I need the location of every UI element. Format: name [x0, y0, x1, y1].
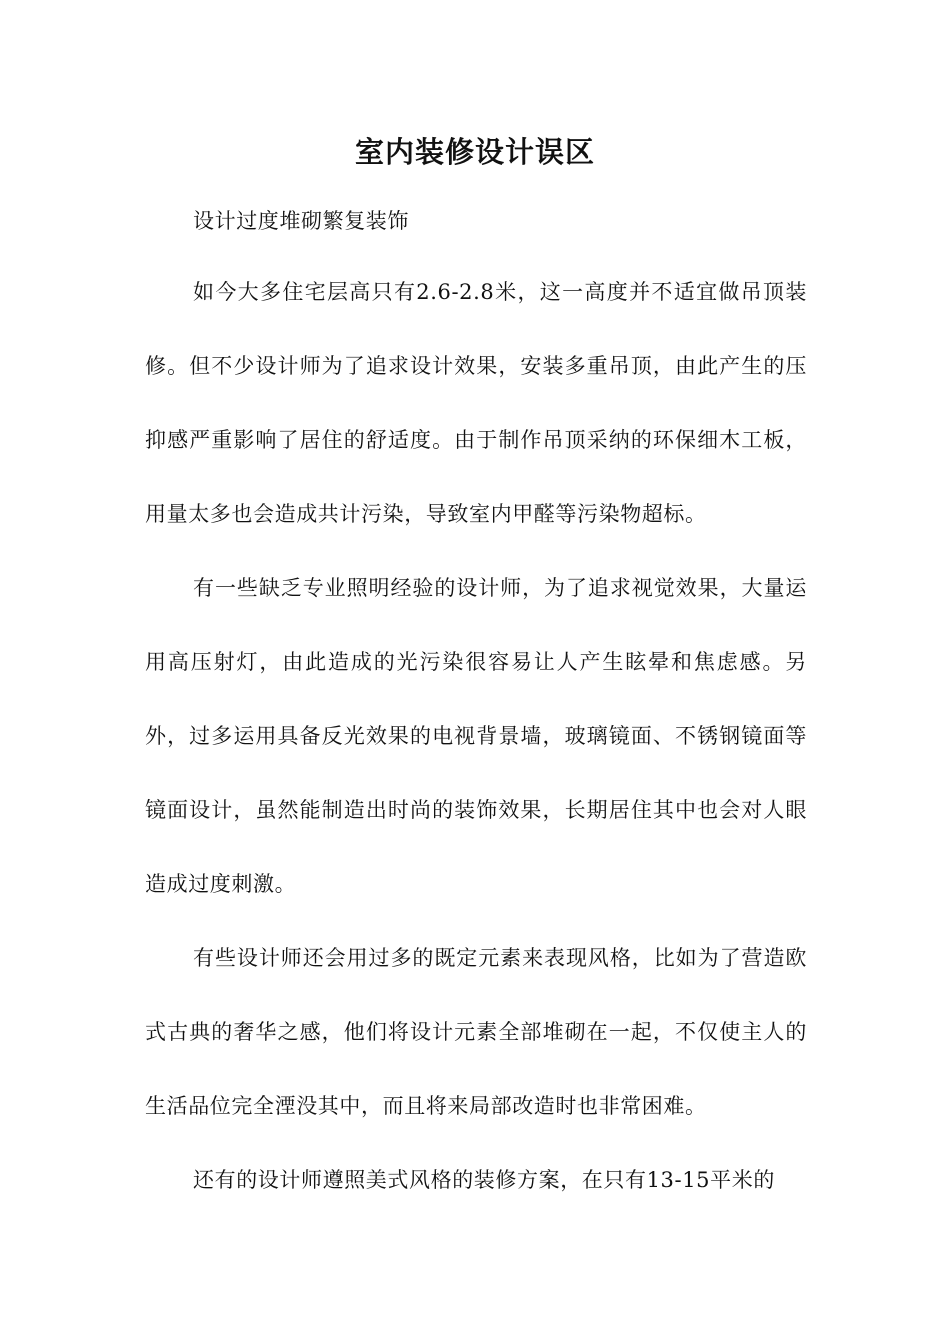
- paragraph-style-elements: 有些设计师还会用过多的既定元素来表现风格，比如为了营造欧式古典的奢华之感，他们将设计元素全部堆砌在一起，不仅使主人的生活品位完全湮没其中，而且将来局部改造时也非常困难。: [145, 946, 807, 1118]
- paragraph-lighting: 有一些缺乏专业照明经验的设计师，为了追求视觉效果，大量运用高压射灯，由此造成的光污染很容易让人产生眩晕和焦虑感。另外，过多运用具备反光效果的电视背景墙，玻璃镜面、不锈钢镜面等镜面设计，虽然能制造出时尚的装饰效果，长期居住其中也会对人眼造成过度刺激。: [145, 576, 807, 896]
- document-body: [145, 197, 807, 1217]
- section-subheading: 设计过度堆砌繁复装饰: [193, 209, 409, 233]
- paragraph-ceiling: 如今大多住宅层高只有2.6-2.8米，这一高度并不适宜做吊顶装修。但不少设计师为了追求设计效果，安装多重吊顶，由此产生的压抑感严重影响了居住的舒适度。由于制作吊顶采纳的环保细木工板，用量太多也会造成共计污染，导致室内甲醛等污染物超标。: [145, 280, 807, 526]
- paragraph-american-style: 还有的设计师遵照美式风格的装修方案，在只有13-15平米的: [193, 1168, 775, 1192]
- document-title: 室内装修设计误区: [354, 135, 595, 169]
